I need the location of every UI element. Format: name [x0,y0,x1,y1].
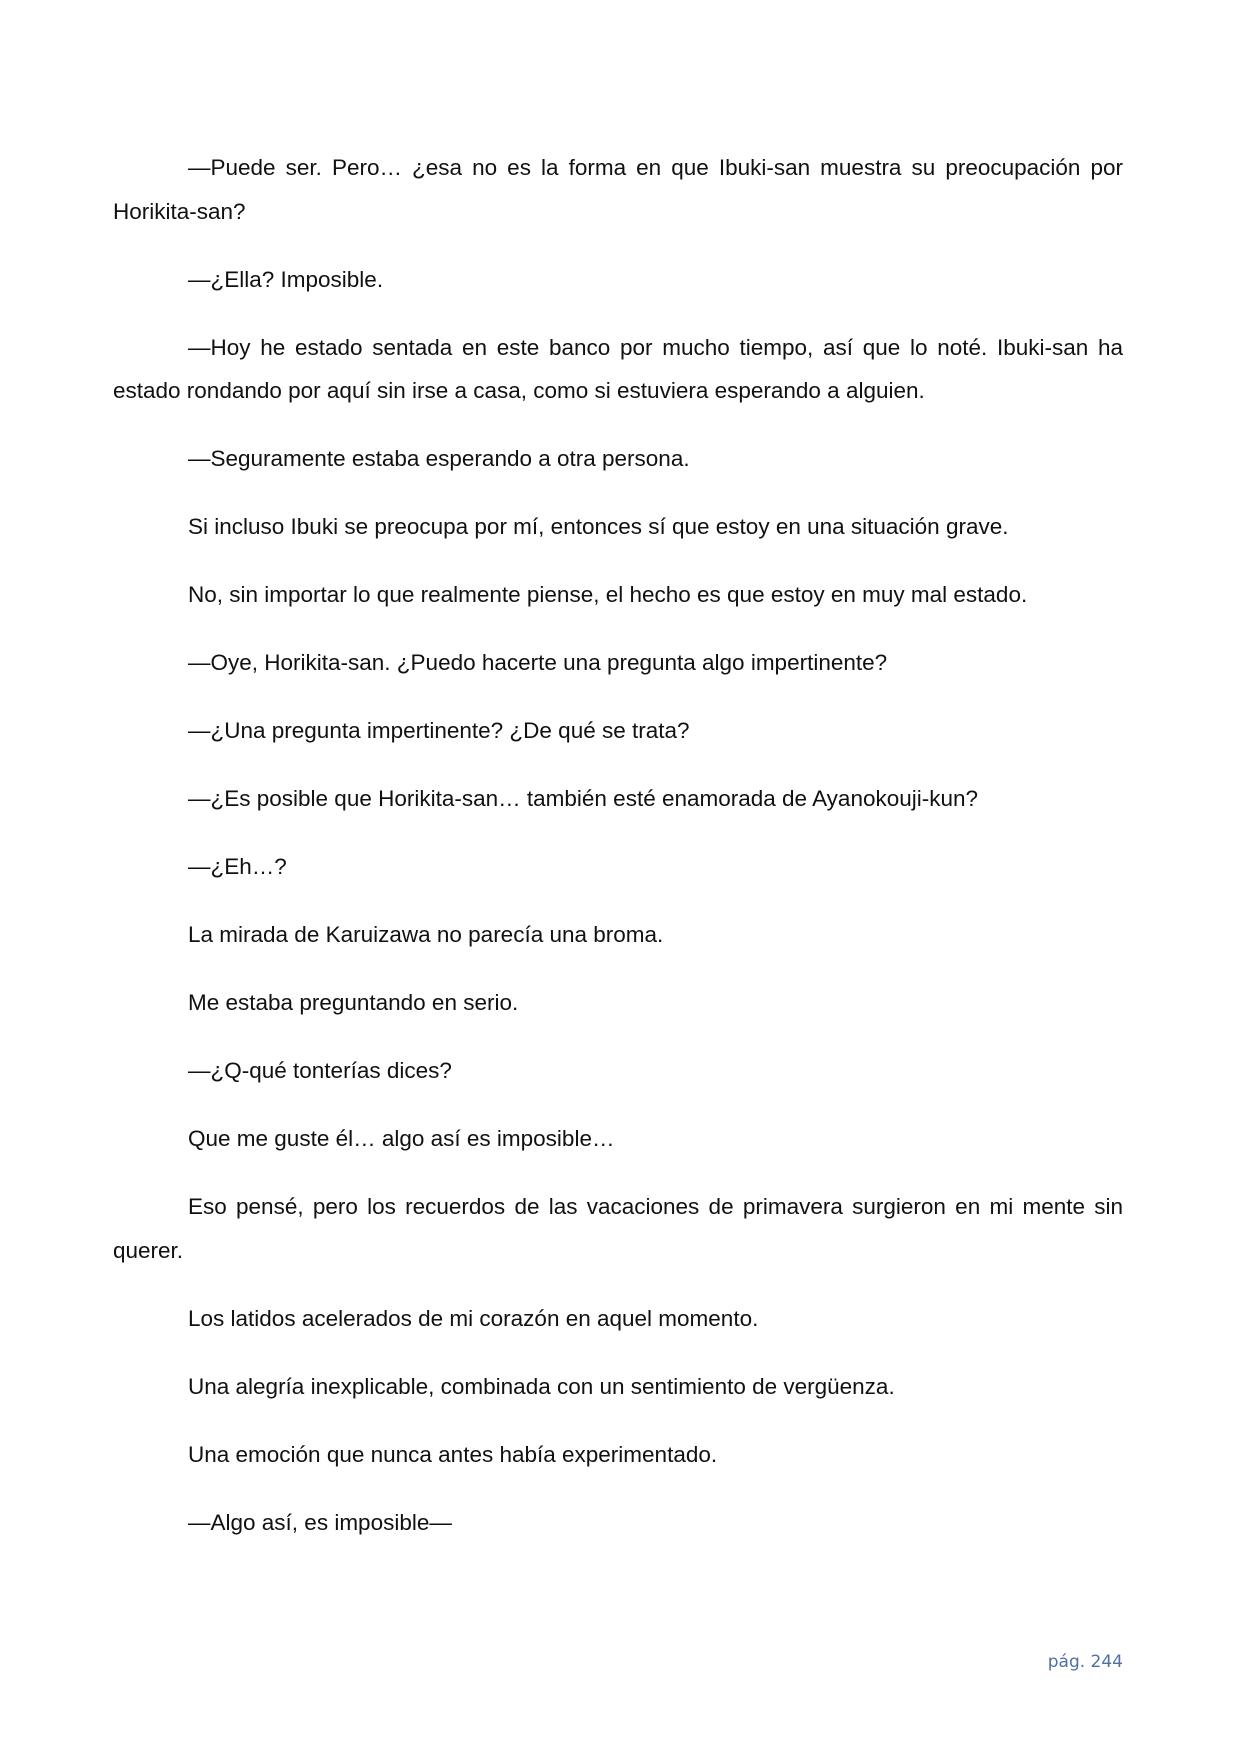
paragraph: —Oye, Horikita-san. ¿Puedo hacerte una pregunta algo impertinente? [188,650,888,675]
paragraph: —Puede ser. Pero… ¿esa no es la forma en que Ibuki-san muestra su preocupación por Horikita-san? [113,155,1123,224]
paragraph: —¿Una pregunta impertinente? ¿De qué se trata? [188,718,690,743]
paragraph: Me estaba preguntando en serio. [188,990,519,1015]
paragraph: —Hoy he estado sentada en este banco por mucho tiempo, así que lo noté. Ibuki-san ha estado rondando por aquí sin irse a casa, como si estuviera esperando a alguien. [113,334,1123,403]
paragraph: —Seguramente estaba esperando a otra persona. [188,446,690,471]
paragraph: Una emoción que nunca antes había experimentado. [188,1441,718,1467]
paragraph: Si incluso Ibuki se preocupa por mí, entonces sí que estoy en una situación grave. [188,514,1009,539]
paragraph: Los latidos acelerados de mi corazón en aquel momento. [188,1305,759,1331]
page-number: pág. 244 [1047,1652,1123,1672]
paragraph: La mirada de Karuizawa no parecía una broma. [188,922,664,947]
document-body [113,146,1123,1569]
paragraph: No, sin importar lo que realmente piense, el hecho es que estoy en muy mal estado. [188,582,1028,607]
paragraph: —¿Q-qué tonterías dices? [188,1058,452,1083]
paragraph: Que me guste él… algo así es imposible… [188,1126,615,1151]
paragraph: Eso pensé, pero los recuerdos de las vacaciones de primavera surgieron en mi mente sin querer. [113,1194,1123,1263]
paragraph: —Algo así, es imposible— [188,1509,452,1535]
paragraph: —¿Ella? Imposible. [188,266,384,292]
paragraph: —¿Eh…? [188,854,287,879]
paragraph: Una alegría inexplicable, combinada con un sentimiento de vergüenza. [188,1373,895,1399]
paragraph: —¿Es posible que Horikita-san… también esté enamorada de Ayanokouji-kun? [188,786,979,811]
